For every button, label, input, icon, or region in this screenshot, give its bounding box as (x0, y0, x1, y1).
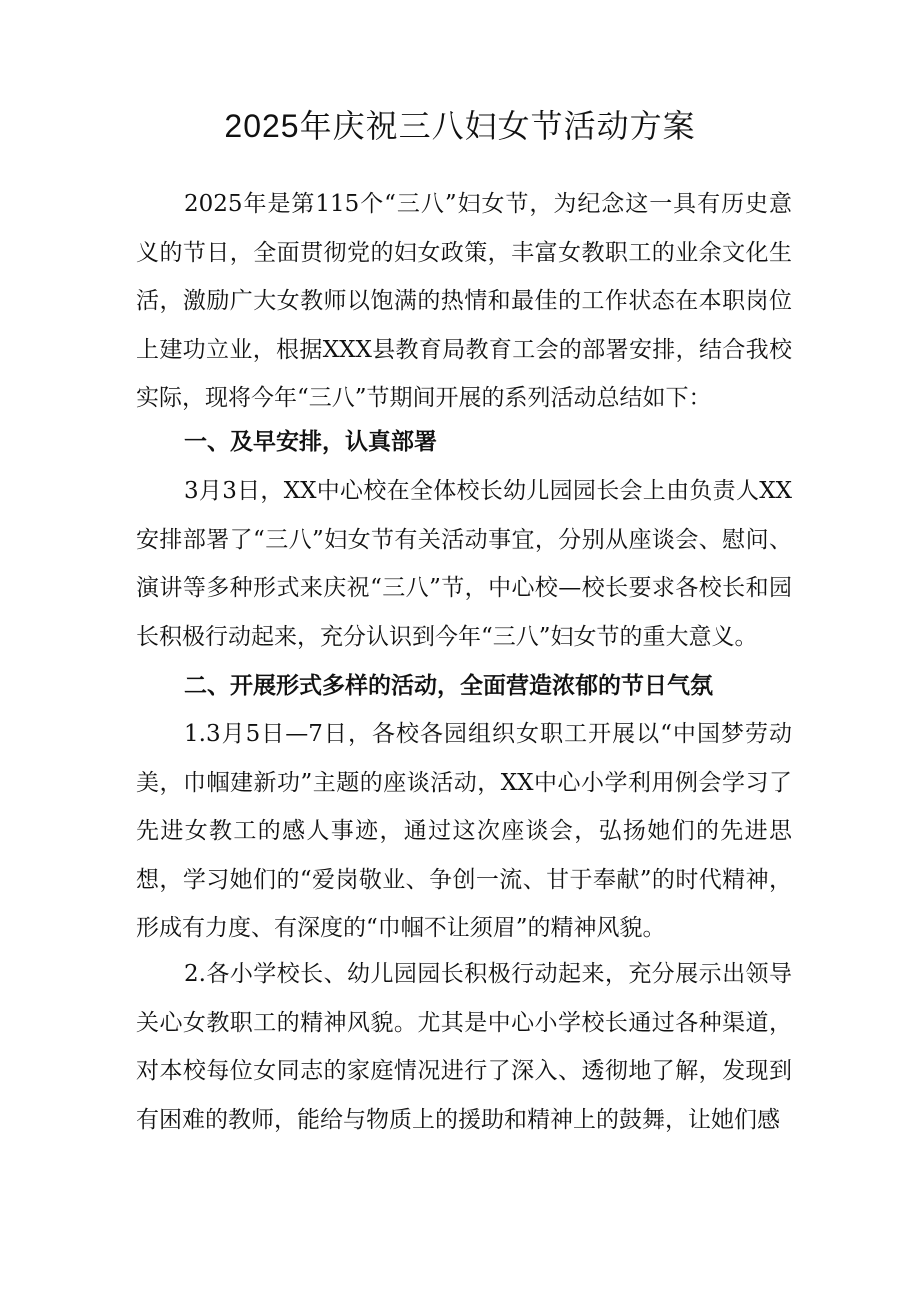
section-heading-2: 二、开展形式多样的活动，全面营造浓郁的节日气氛 (184, 673, 713, 699)
section1-paragraph (136, 467, 792, 661)
document-title: 2025年庆祝三八妇女节活动方案 (224, 108, 696, 144)
section1-text: 3月3日，XX中心校在全体校长幼儿园园长会上由负责人XX安排部署了“三八”妇女节有关活动事宜，分别从座谈会、慰问、演讲等多种形式来庆祝“三八”节，中心校—校长要求各校长和园长积极行动起来，充分认识到今年“三八”妇女节的重大意义。 (136, 478, 792, 650)
section2-item-1 (136, 710, 792, 953)
section-heading-1: 一、及早安排，认真部署 (184, 429, 437, 455)
section2-item-2-text: 2.各小学校长、幼儿园园长积极行动起来，充分展示出领导关心女教职工的精神风貌。尤其是中心小学校长通过各种渠道，对本校每位女同志的家庭情况进行了深入、透彻地了解，发现到有困难的教师，能给与物质上的援助和精神上的鼓舞，让她们感 (136, 961, 792, 1133)
section2-item-1-text: 1.3月5日—7日，各校各园组织女职工开展以“中国梦劳动美，巾帼建新功”主题的座谈活动，XX中心小学利用例会学习了先进女教工的感人事迹，通过这次座谈会，弘扬她们的先进思想，学习她们的“爱岗敬业、争创一流、甘于奉献”的时代精神，形成有力度、有深度的“巾帼不让须眉”的精神风貌。 (136, 721, 792, 941)
section2-item-2 (136, 950, 792, 1144)
intro-paragraph (136, 180, 792, 423)
intro-text: 2025年是第115个“三八”妇女节，为纪念这一具有历史意义的节日，全面贯彻党的妇女政策，丰富女教职工的业余文化生活，激励广大女教师以饱满的热情和最佳的工作状态在本职岗位上建功立业，根据XXX县教育局教育工会的部署安排，结合我校实际，现将今年“三八”节期间开展的系列活动总结如下： (136, 191, 792, 411)
